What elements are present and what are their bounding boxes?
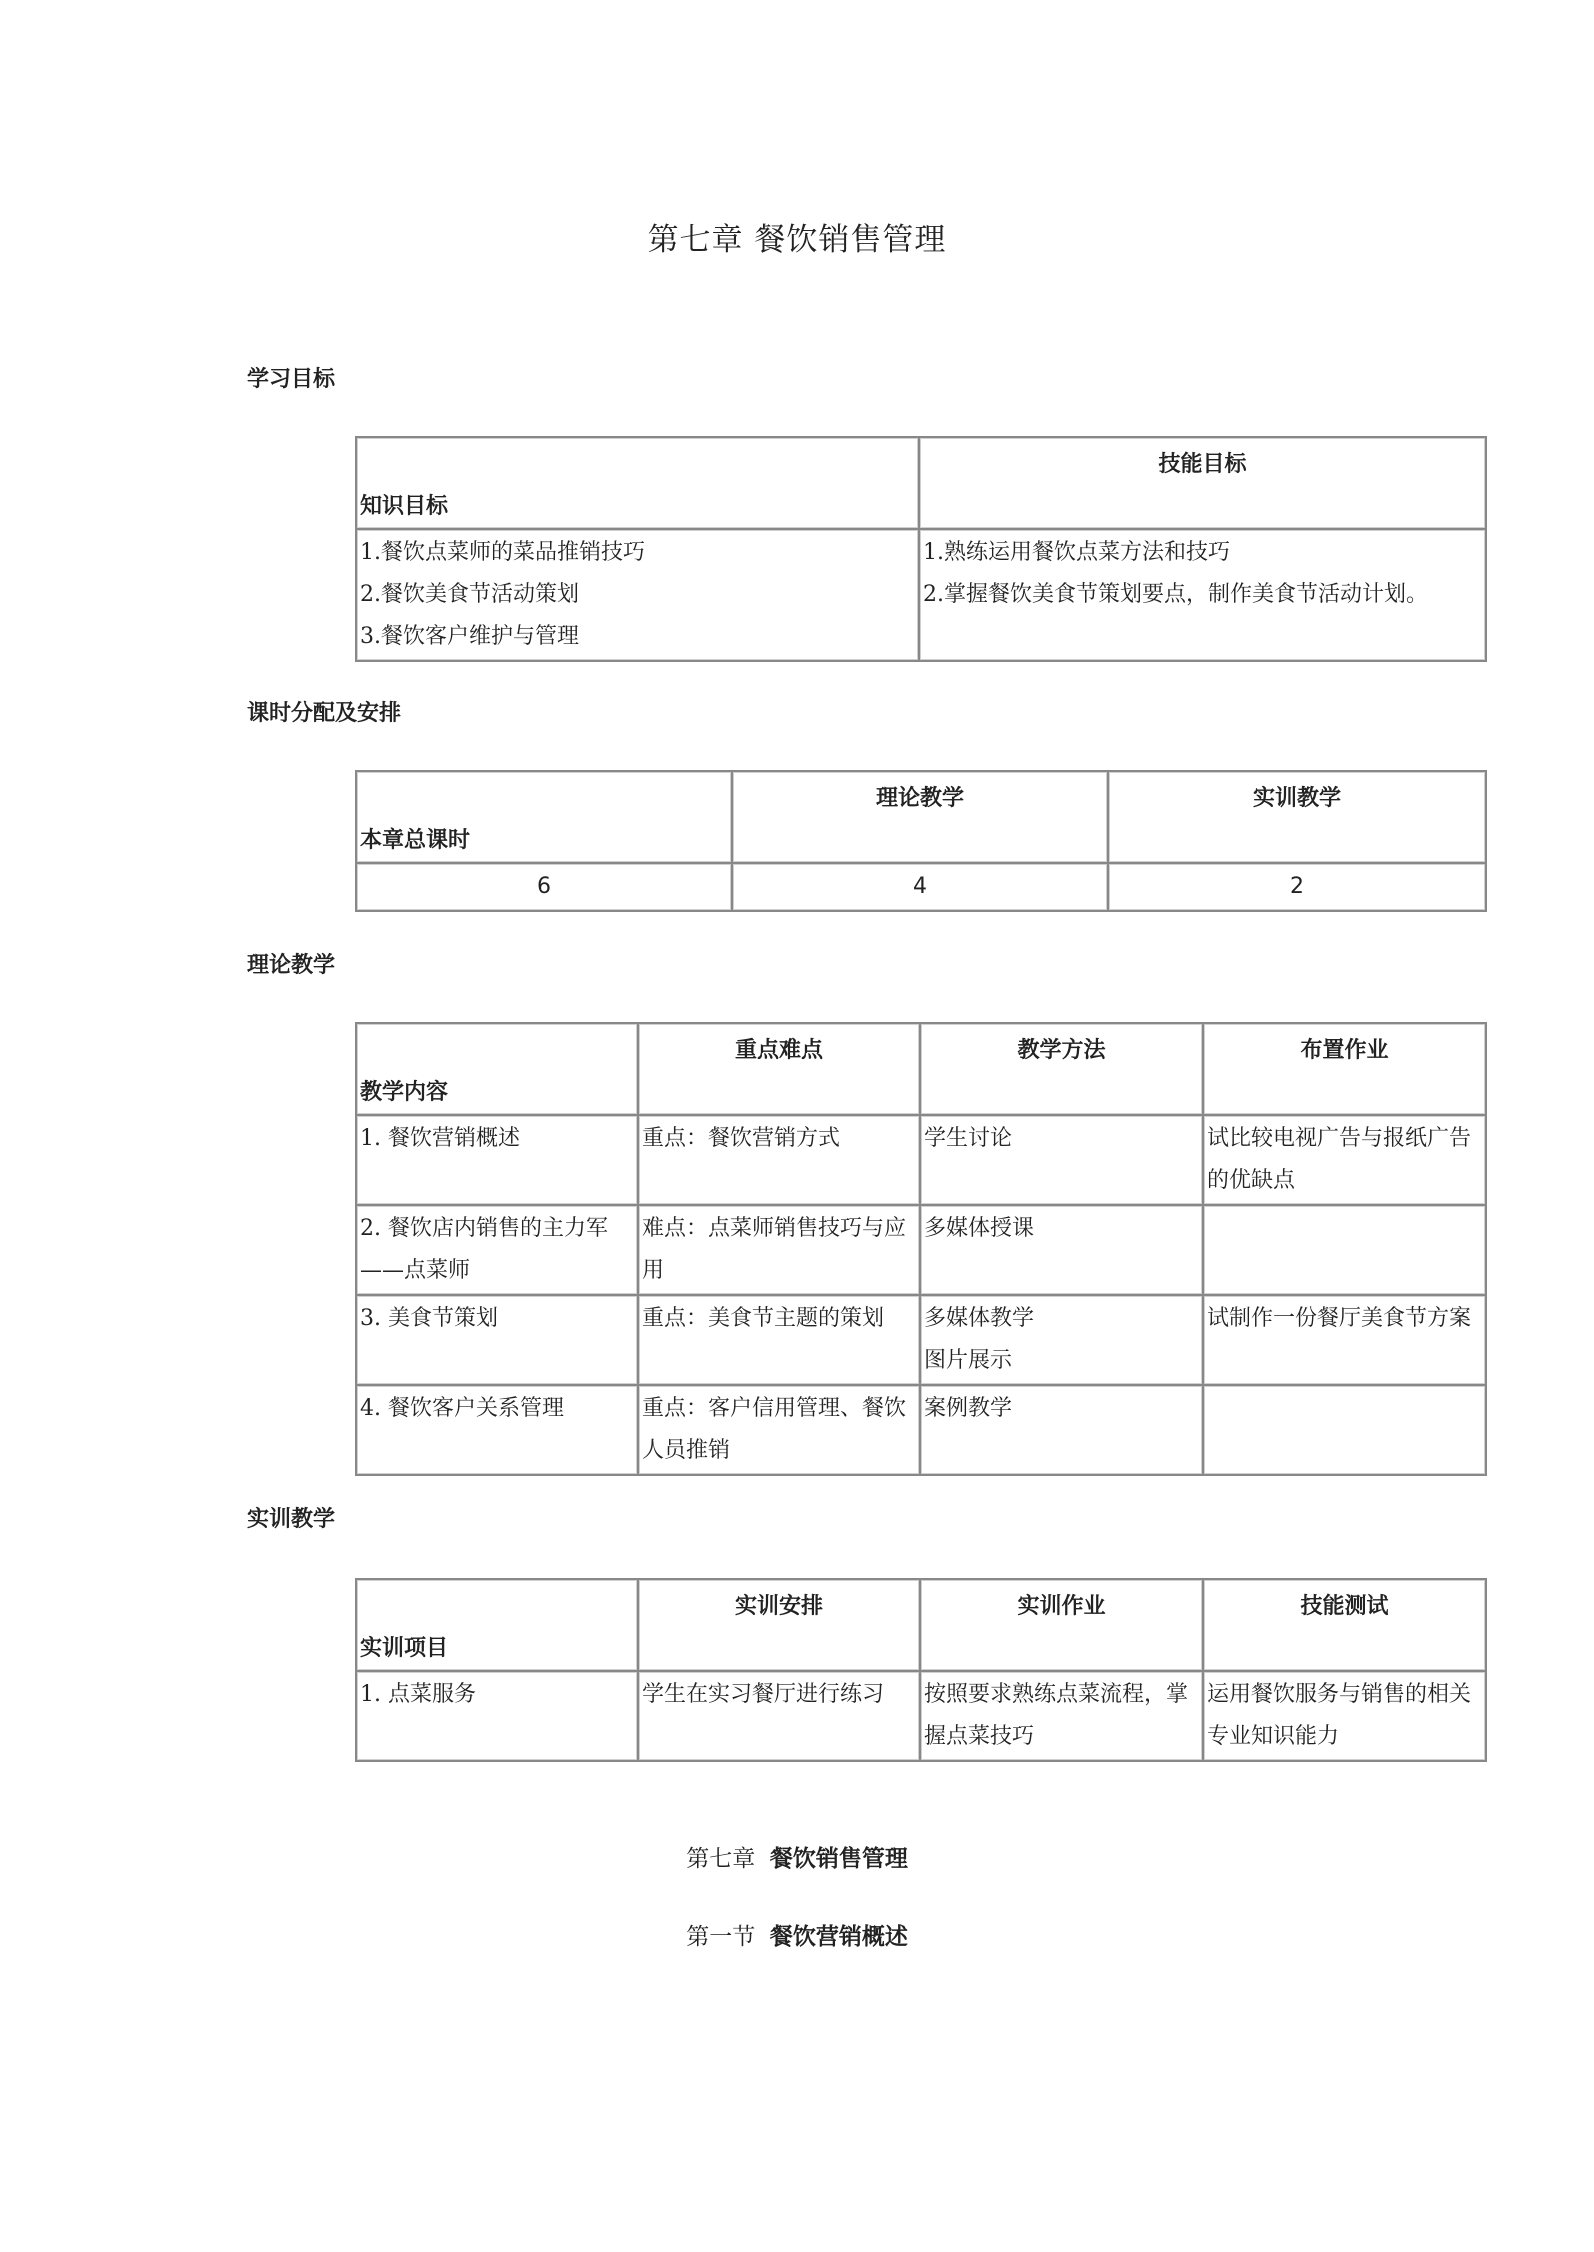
practice-header-homework: 实训作业 — [921, 1580, 1204, 1672]
hours-value-theory: 4 — [733, 864, 1109, 912]
skill-item: 2.掌握餐饮美食节策划要点，制作美食节活动计划。 — [923, 582, 1428, 607]
section-heading-theory: 理论教学 — [247, 953, 336, 978]
theory-header-homework: 布置作业 — [1204, 1024, 1487, 1116]
hours-value-practice: 2 — [1109, 864, 1487, 912]
theory-cell: 2. 餐饮店内销售的主力军——点菜师 — [357, 1206, 639, 1296]
practice-header-project: 实训项目 — [357, 1580, 639, 1672]
practice-header-arrangement: 实训安排 — [639, 1580, 921, 1672]
hours-header-total: 本章总课时 — [357, 772, 733, 864]
theory-cell — [1204, 1386, 1487, 1476]
section-heading-learning-goals: 学习目标 — [247, 367, 336, 392]
goals-header-skills: 技能目标 — [920, 438, 1487, 530]
theory-cell: 重点：美食节主题的策划 — [639, 1296, 921, 1386]
theory-header-method: 教学方法 — [921, 1024, 1204, 1116]
theory-header-content: 教学内容 — [357, 1024, 639, 1116]
practice-header-skill-test: 技能测试 — [1204, 1580, 1487, 1672]
footer-chapter-prefix: 第七章 — [686, 1846, 756, 1872]
theory-cell: 1. 餐饮营销概述 — [357, 1116, 639, 1206]
theory-cell: 试制作一份餐厅美食节方案 — [1204, 1296, 1487, 1386]
table-row — [357, 1206, 1487, 1296]
footer-section-prefix: 第一节 — [686, 1924, 756, 1950]
theory-header-key-points: 重点难点 — [639, 1024, 921, 1116]
goals-skills-cell — [920, 530, 1487, 662]
goals-table — [355, 436, 1487, 662]
section-heading-practice: 实训教学 — [247, 1507, 336, 1532]
section-heading-schedule: 课时分配及安排 — [247, 701, 402, 726]
theory-cell — [1204, 1206, 1487, 1296]
practice-cell: 按照要求熟练点菜流程，掌握点菜技巧 — [921, 1672, 1204, 1762]
knowledge-item: 3.餐饮客户维护与管理 — [360, 624, 579, 649]
table-row — [357, 1672, 1487, 1762]
table-row — [357, 1296, 1487, 1386]
theory-cell: 学生讨论 — [921, 1116, 1204, 1206]
theory-cell: 多媒体授课 — [921, 1206, 1204, 1296]
table-row — [357, 1386, 1487, 1476]
footer-chapter-line — [0, 1840, 1594, 1873]
theory-cell: 难点：点菜师销售技巧与应用 — [639, 1206, 921, 1296]
knowledge-item: 2.餐饮美食节活动策划 — [360, 582, 579, 607]
footer-chapter-title: 餐饮销售管理 — [769, 1846, 908, 1872]
knowledge-item: 1.餐饮点菜师的菜品推销技巧 — [360, 540, 645, 565]
theory-cell: 重点：客户信用管理、餐饮人员推销 — [639, 1386, 921, 1476]
practice-cell: 运用餐饮服务与销售的相关专业知识能力 — [1204, 1672, 1487, 1762]
practice-cell: 学生在实习餐厅进行练习 — [639, 1672, 921, 1762]
practice-table — [355, 1578, 1487, 1762]
theory-cell: 3. 美食节策划 — [357, 1296, 639, 1386]
theory-cell: 案例教学 — [921, 1386, 1204, 1476]
goals-knowledge-cell — [357, 530, 920, 662]
footer-section-title: 餐饮营销概述 — [769, 1924, 908, 1950]
practice-cell: 1. 点菜服务 — [357, 1672, 639, 1762]
theory-cell: 试比较电视广告与报纸广告的优缺点 — [1204, 1116, 1487, 1206]
table-row — [357, 1116, 1487, 1206]
hours-table — [355, 770, 1487, 912]
footer-section-line — [0, 1918, 1594, 1951]
hours-value-total: 6 — [357, 864, 733, 912]
goals-header-knowledge: 知识目标 — [357, 438, 920, 530]
theory-table — [355, 1022, 1487, 1476]
theory-cell: 多媒体教学 图片展示 — [921, 1296, 1204, 1386]
skill-item: 1.熟练运用餐饮点菜方法和技巧 — [923, 540, 1230, 565]
hours-header-theory: 理论教学 — [733, 772, 1109, 864]
page-title: 第七章 餐饮销售管理 — [647, 222, 947, 258]
theory-cell: 重点：餐饮营销方式 — [639, 1116, 921, 1206]
theory-cell: 4. 餐饮客户关系管理 — [357, 1386, 639, 1476]
hours-header-practice: 实训教学 — [1109, 772, 1487, 864]
